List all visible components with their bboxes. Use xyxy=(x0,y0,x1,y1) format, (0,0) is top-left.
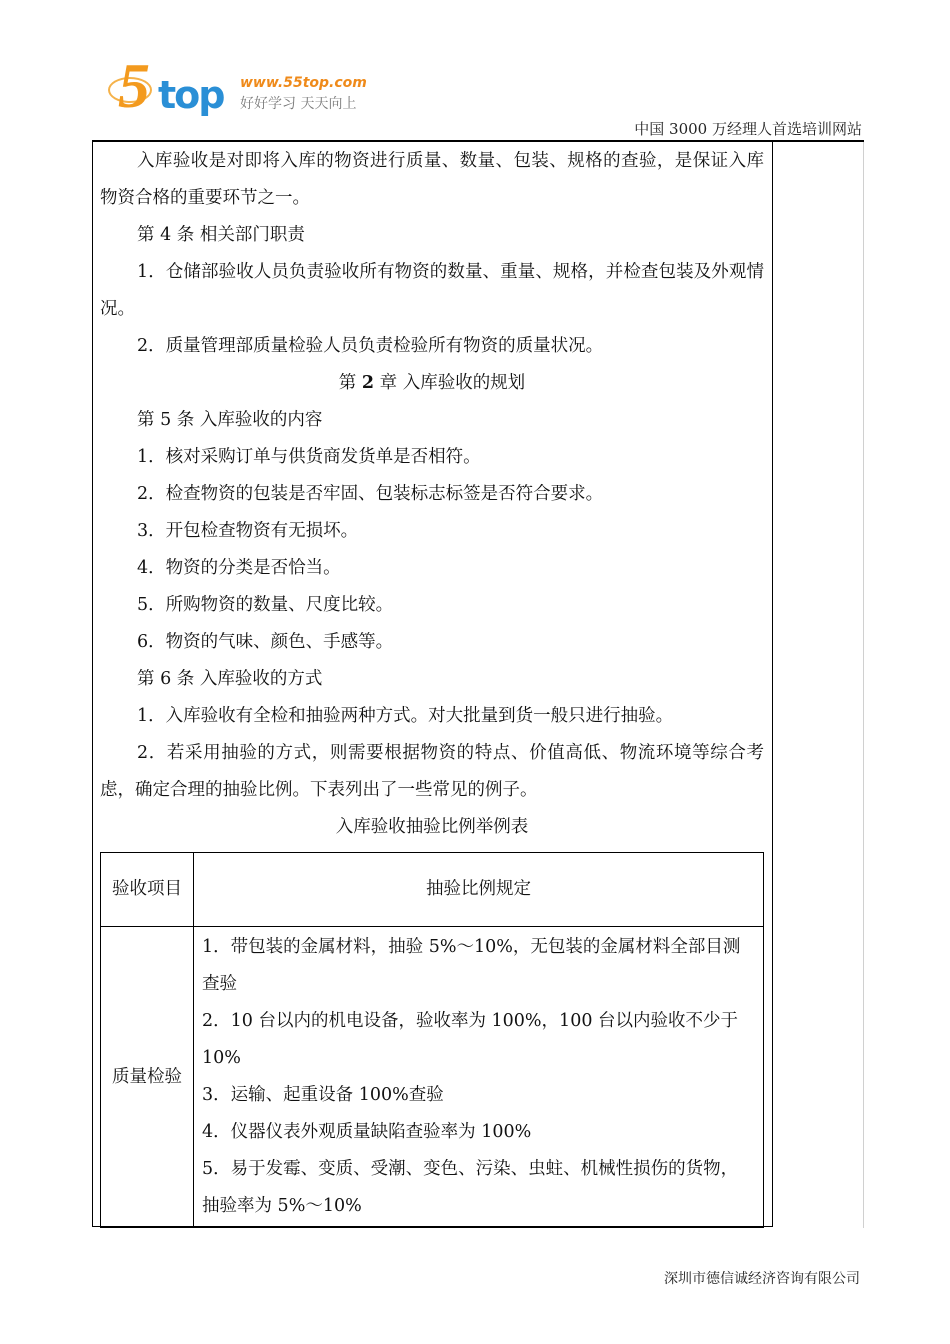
chapter-number: 2 xyxy=(361,373,375,393)
article-4-title: 第 4 条 相关部门职责 xyxy=(137,225,305,245)
column-header-item: 验收项目 xyxy=(101,853,194,927)
article-5-item: 5．所购物资的数量、尺度比较。 xyxy=(137,595,394,615)
chapter-prefix: 第 xyxy=(338,373,362,393)
logo-slogan: 好好学习 天天向上 xyxy=(240,96,357,112)
rule-item: 1．带包装的金属材料，抽验 5%～10%，无包装的金属材料全部目测查验 xyxy=(202,937,741,994)
table-caption: 入库验收抽验比例举例表 xyxy=(335,817,529,837)
article-6-item: 1．入库验收有全检和抽验两种方式。对大批量到货一般只进行抽验。 xyxy=(137,706,674,726)
rule-item: 3．运输、起重设备 100%查验 xyxy=(202,1085,444,1105)
logo-five: 5 xyxy=(118,50,150,121)
row-category: 质量检验 xyxy=(101,927,194,1228)
article-5-item: 3．开包检查物资有无损坏。 xyxy=(137,521,359,541)
column-header-ratio: 抽验比例规定 xyxy=(194,853,764,927)
sampling-ratio-table xyxy=(100,852,764,1228)
article-4-item: 1．仓储部验收人员负责验收所有物资的数量、重量、规格，并检查包装及外观情况。 xyxy=(100,262,764,319)
site-logo xyxy=(108,50,408,125)
logo-top: top xyxy=(158,73,224,117)
article-4-item: 2．质量管理部质量检验人员负责检验所有物资的质量状况。 xyxy=(137,336,604,356)
table-header-row xyxy=(101,853,764,927)
rule-item: 2．10 台以内的机电设备，验收率为 100%，100 台以内验收不少于 10% xyxy=(202,1011,739,1068)
intro-paragraph: 入库验收是对即将入库的物资进行质量、数量、包装、规格的查验，是保证入库物资合格的重要环节之一。 xyxy=(100,151,764,208)
article-6-title: 第 6 条 入库验收的方式 xyxy=(137,669,323,689)
rules-cell xyxy=(194,927,764,1228)
article-5-item: 6．物资的气味、颜色、手感等。 xyxy=(137,632,394,652)
chapter-heading xyxy=(100,365,764,402)
article-6-item: 2．若采用抽验的方式，则需要根据物资的特点、价值高低、物流环境等综合考虑，确定合理的抽验比例。下表列出了一些常见的例子。 xyxy=(100,743,764,800)
rule-item: 4．仪器仪表外观质量缺陷查验率为 100% xyxy=(202,1122,532,1142)
document-body xyxy=(100,143,764,846)
logo-url: www.55top.com xyxy=(240,75,367,91)
article-5-item: 1．核对采购订单与供货商发货单是否相符。 xyxy=(137,447,481,467)
footer-company: 深圳市德信诚经济咨询有限公司 xyxy=(664,1271,860,1287)
article-5-title: 第 5 条 入库验收的内容 xyxy=(137,410,323,430)
table-row xyxy=(101,927,764,1228)
header-tagline: 中国 3000 万经理人首选培训网站 xyxy=(634,120,862,138)
rule-item: 5．易于发霉、变质、受潮、变色、污染、虫蛀、机械性损伤的货物，抽验率为 5%～10% xyxy=(202,1159,739,1216)
article-5-item: 4．物资的分类是否恰当。 xyxy=(137,558,341,578)
right-margin-line xyxy=(863,142,864,1228)
chapter-title: 章 入库验收的规划 xyxy=(374,373,526,393)
article-5-item: 2．检查物资的包装是否牢固、包装标志标签是否符合要求。 xyxy=(137,484,604,504)
